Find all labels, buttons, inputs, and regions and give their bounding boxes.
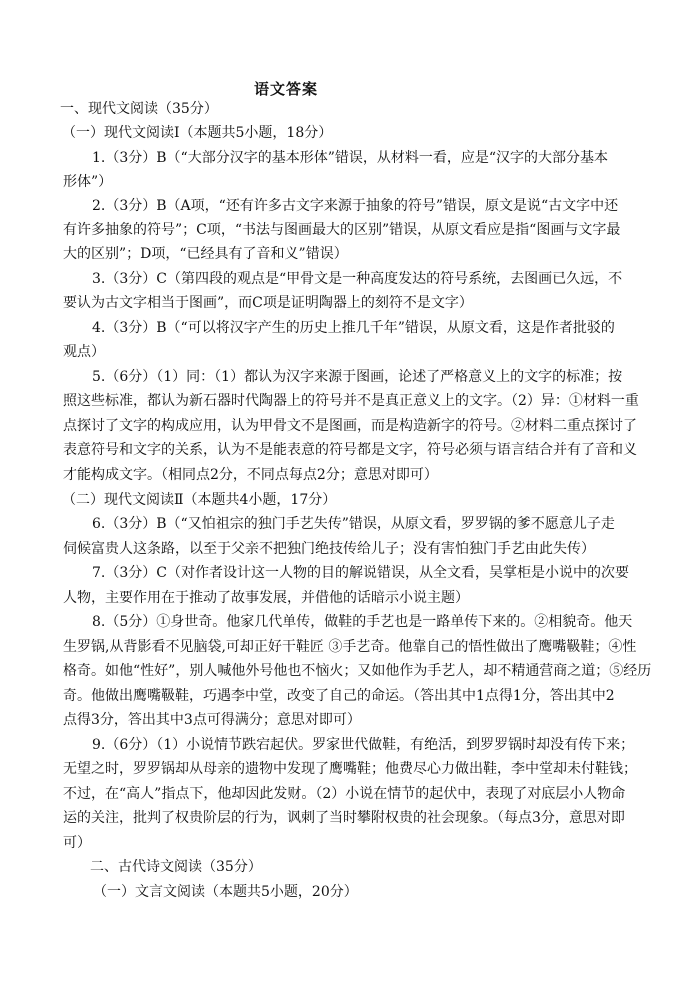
answer-line: 人物，主要作用在于推动了故事发展，并借他的话暗示小说主题） [63, 590, 469, 606]
answer-line: 8.（5分）①身世奇。他家几代单传，做鞋的手艺也是一路单传下来的。②相貌奇。他天 [92, 614, 633, 630]
answer-line: 无望之时，罗罗锅却从母亲的遗物中发现了鹰嘴鞋；他费尽心力做出鞋，李中堂却未付鞋钱； [63, 761, 637, 777]
section-heading: 二、古代诗文阅读（35分） [90, 859, 262, 875]
answer-line: 点得3分，答出其中3点可得满分；意思对即可） [63, 712, 361, 728]
answer-line: 运的关注，批判了权贵阶层的行为，讽刺了当时攀附权贵的社会现象。（每点3分，意思对即 [63, 810, 625, 826]
subsection-heading: （二）现代文阅读Ⅱ（本题共4小题，17分） [62, 492, 337, 508]
subsection-heading: （一）文言文阅读（本题共5小题，20分） [93, 884, 358, 900]
answer-line: 2.（3分）B（A项，“还有许多古文字来源于抽象的符号”错误，原文是说“古文字中还 [92, 198, 619, 214]
answer-line: 3.（3分）C（第四段的观点是“甲骨文是一种高度发达的符号系统，去图画已久远，不 [92, 271, 623, 287]
answer-line: 有许多抽象的符号”；C项，“书法与图画最大的区别”错误，从原文看应是指“图画与文字最 [63, 222, 621, 238]
answer-line: 奇。他做出鹰嘴靸鞋，巧遇李中堂，改变了自己的命运。（答出其中1点得1分，答出其中2 [63, 688, 615, 704]
answer-line: 照这些标准，都认为新石器时代陶器上的符号并不是真正意义上的文字。（2）异：①材料一重 [63, 393, 639, 409]
section-heading: 一、现代文阅读（35分） [60, 101, 218, 117]
answer-line: 4.（3分）B（“可以将汉字产生的历史上推几千年”错误，从原文看，这是作者批驳的 [92, 320, 615, 336]
answer-line: 格奇。如他“性好”，别人喊他外号他也不恼火；又如他作为手艺人，却不精通营商之道；⑤经历 [63, 663, 652, 679]
answer-line: 6.（3分）B（“又怕祖宗的独门手艺失传”错误，从原文看，罗罗锅的爹不愿意儿子走 [92, 516, 615, 532]
answer-line: 点探讨了文字的构成应用，认为甲骨文不是图画，而是构造新字的符号。②材料二重点探讨了 [63, 418, 637, 434]
answer-line: 伺候富贵人这条路，以至于父亲不把独门绝技传给儿子；没有害怕独门手艺由此失传） [63, 541, 595, 557]
answer-line: 生罗锅,从背影看不见脑袋,可却正好干鞋匠 ③手艺奇。他靠自己的悟性做出了鹰嘴靸鞋；④性 [63, 639, 637, 655]
page-title: 语文答案 [254, 80, 319, 98]
answer-line: 才能构成文字。（相同点2分，不同点每点2分；意思对即可） [63, 467, 438, 483]
answer-line: 表意符号和文字的关系，认为不是能表意的符号都是文字，符号必须与语言结合并有了音和义 [63, 442, 637, 458]
answer-line: 7.（3分）C（对作者设计这一人物的目的解说错误，从全文看，吴掌柜是小说中的次要 [92, 565, 629, 581]
answer-line: 可） [63, 835, 91, 851]
answer-line: 5.（6分）（1）同：（1）都认为汉字来源于图画，论述了严格意义上的文字的标准；按 [92, 369, 623, 385]
answer-line: 9.（6分）（1）小说情节跌宕起伏。罗家世代做鞋，有绝活，到罗罗锅时却没有传下来； [92, 737, 635, 753]
answer-line: 1.（3分）B（“大部分汉字的基本形体”错误，从材料一看，应是“汉字的大部分基本 [92, 150, 609, 166]
answer-line: 大的区别”；D项，“已经具有了音和义”错误） [63, 246, 348, 262]
answer-line: 观点） [63, 344, 105, 360]
answer-line: 形体”） [63, 174, 113, 190]
answer-line: 要认为古文字相当于图画”，而C项是证明陶器上的刻符不是文字） [63, 295, 473, 311]
subsection-heading: （一）现代文阅读Ⅰ（本题共5小题，18分） [62, 125, 333, 141]
answer-line: 不过，在“高人”指点下，他却因此发财。（2）小说在情节的起伏中，表现了对底层小人物命 [63, 786, 626, 802]
